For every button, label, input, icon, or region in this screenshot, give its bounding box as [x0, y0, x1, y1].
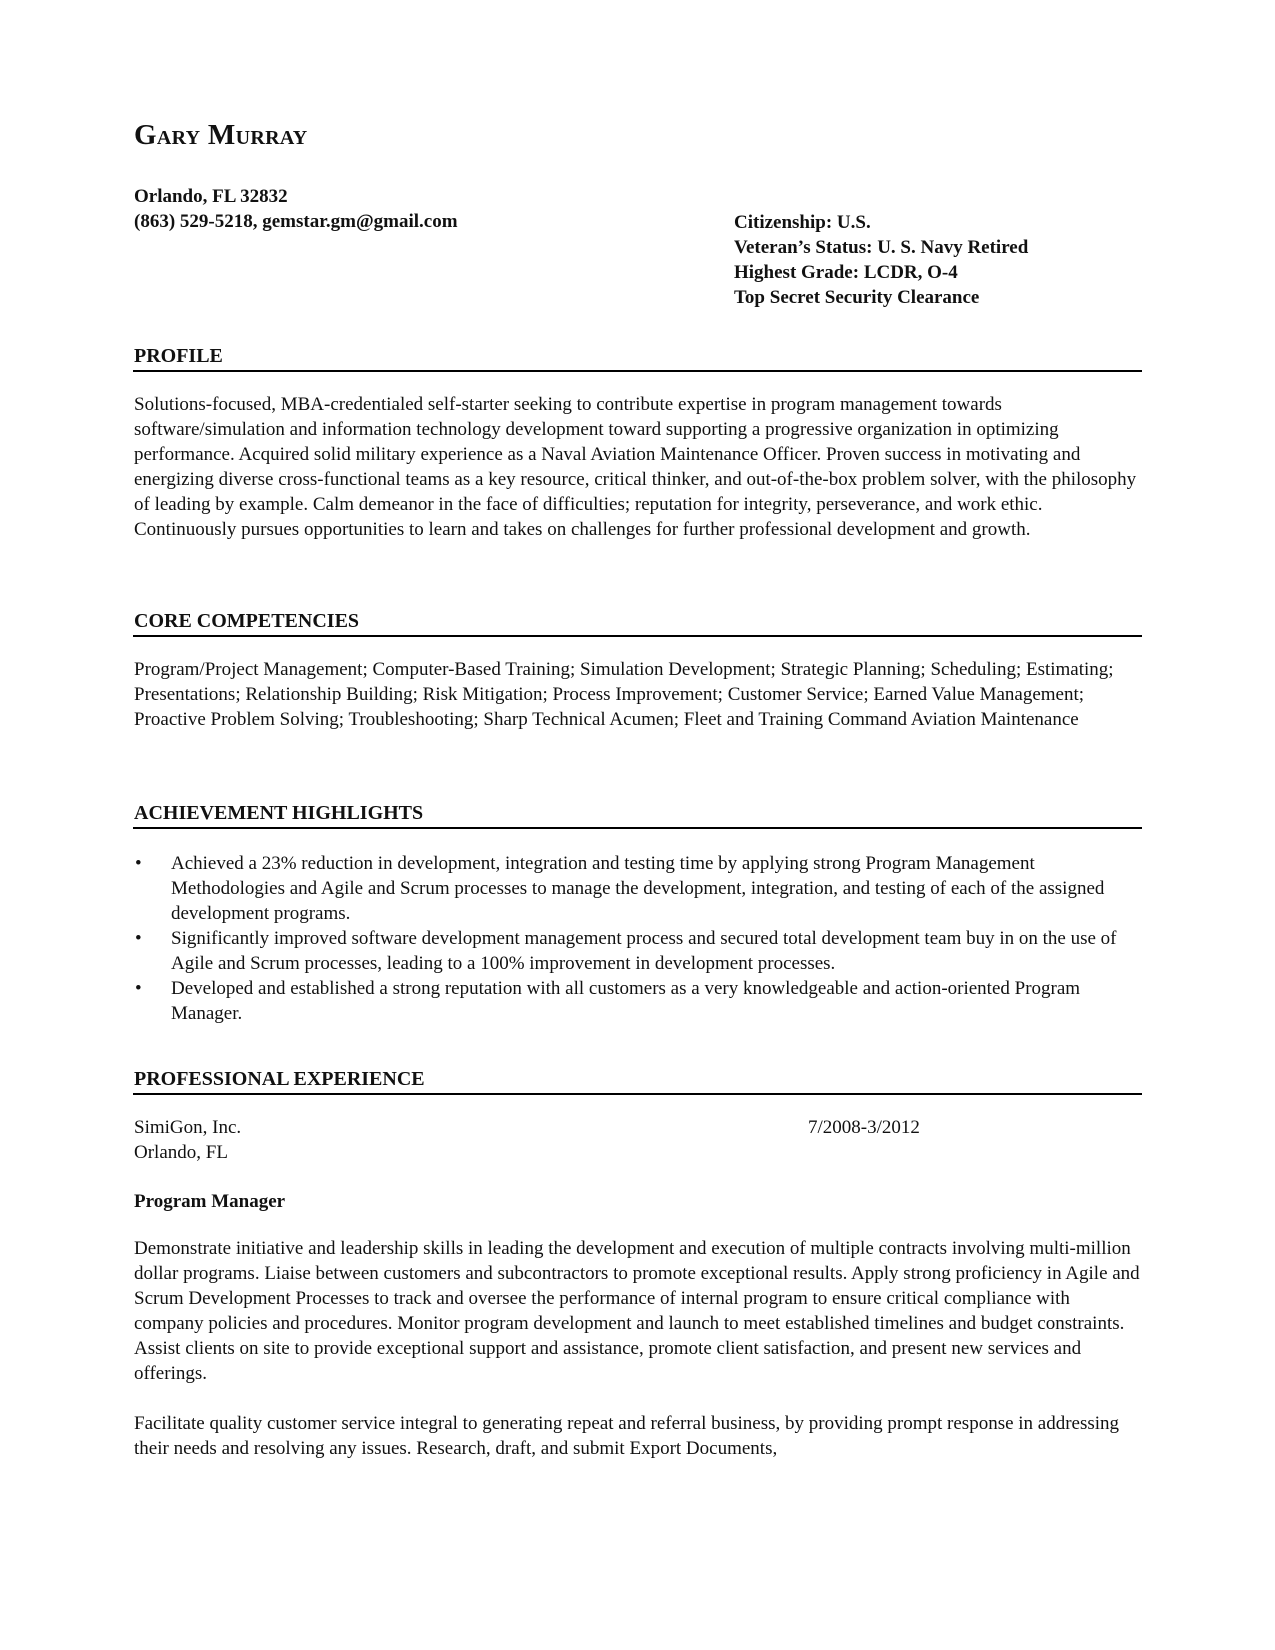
profile-heading: PROFILE [133, 344, 1142, 372]
job-description-2: Facilitate quality customer service integral to generating repeat and referral business, by providing prompt response in addressing their needs and resolving any issues. Research, draft, and submit Export Documents, [134, 1413, 1120, 1459]
achievement-text: Significantly improved software development management process and secured total development team buy in on the use of Agile and Scrum processes, leading to a 100% improvement in development processes. [171, 928, 1117, 974]
company-location: Orlando, FL [134, 1142, 228, 1163]
list-item [133, 976, 1142, 1026]
bullet-icon: • [135, 978, 142, 999]
achievement-text: Developed and established a strong reputation with all customers as a very knowledgeable and action-oriented Program Manager. [171, 978, 1081, 1024]
list-item [133, 851, 1142, 926]
achievement-text: Achieved a 23% reduction in development, integration and testing time by applying strong Program Management Methodologies and Agile and Scrum processes to manage the development, integration, and testing of each of the assigned development programs. [171, 853, 1105, 924]
achievements-heading: ACHIEVEMENT HIGHLIGHTS [133, 801, 1142, 829]
competencies-section [133, 609, 1142, 732]
employer-row [133, 1115, 1142, 1140]
job-title: Program Manager [134, 1191, 286, 1212]
contact-info [134, 184, 458, 234]
achievements-list [133, 851, 1142, 1026]
employment-dates: 7/2008-3/2012 [808, 1117, 920, 1138]
veteran-status: Veteran’s Status: U. S. Navy Retired [734, 237, 1029, 258]
highest-grade: Highest Grade: LCDR, O-4 [734, 262, 958, 283]
job-description-1: Demonstrate initiative and leadership skills in leading the development and execution of multiple contracts involving multi-million dollar programs. Liaise between customers and subcontractors to promote exceptional results. Apply strong proficiency in Agile and Scrum Development Processes to track and oversee the performance of internal program to ensure critical compliance with company policies and procedures. Monitor program development and launch to meet established timelines and budget constraints. Assist clients on site to provide exceptional support and assistance, promote client satisfaction, and present new services and offerings. [134, 1238, 1140, 1384]
profile-section [133, 344, 1142, 542]
profile-text: Solutions-focused, MBA-credentialed self-starter seeking to contribute expertise in program management towards software/simulation and information technology development toward supporting a progressive organization in optimizing performance. Acquired solid military experience as a Naval Aviation Maintenance Officer. Proven success in motivating and energizing diverse cross-functional teams as a key resource, critical thinker, and out-of-the-box problem solver, with the philosophy of leading by example. Calm demeanor in the face of difficulties; reputation for integrity, perseverance, and work ethic. Continuously pursues opportunities to learn and takes on challenges for further professional development and growth. [134, 394, 1137, 540]
phone-email: (863) 529-5218, gemstar.gm@gmail.com [134, 211, 458, 232]
citizenship: Citizenship: U.S. [734, 212, 871, 233]
competencies-heading: CORE COMPETENCIES [133, 609, 1142, 637]
competencies-text: Program/Project Management; Computer-Based Training; Simulation Development; Strategic Planning; Scheduling; Estimating; Presentations; Relationship Building; Risk Mitigation; Process Improvement; Customer Service; Earned Value Management; Proactive Problem Solving; Troubleshooting; Sharp Technical Acumen; Fleet and Training Command Aviation Maintenance [134, 659, 1114, 730]
security-clearance: Top Secret Security Clearance [734, 287, 980, 308]
address: Orlando, FL 32832 [134, 186, 288, 207]
experience-section [133, 1067, 1142, 1461]
company-name: SimiGon, Inc. [134, 1117, 242, 1138]
list-item [133, 926, 1142, 976]
experience-heading: PROFESSIONAL EXPERIENCE [133, 1067, 1142, 1095]
candidate-name: Gary Murray [134, 119, 308, 151]
achievements-section [133, 801, 1142, 1026]
bullet-icon: • [135, 928, 142, 949]
status-info [734, 210, 1028, 310]
bullet-icon: • [135, 853, 142, 874]
